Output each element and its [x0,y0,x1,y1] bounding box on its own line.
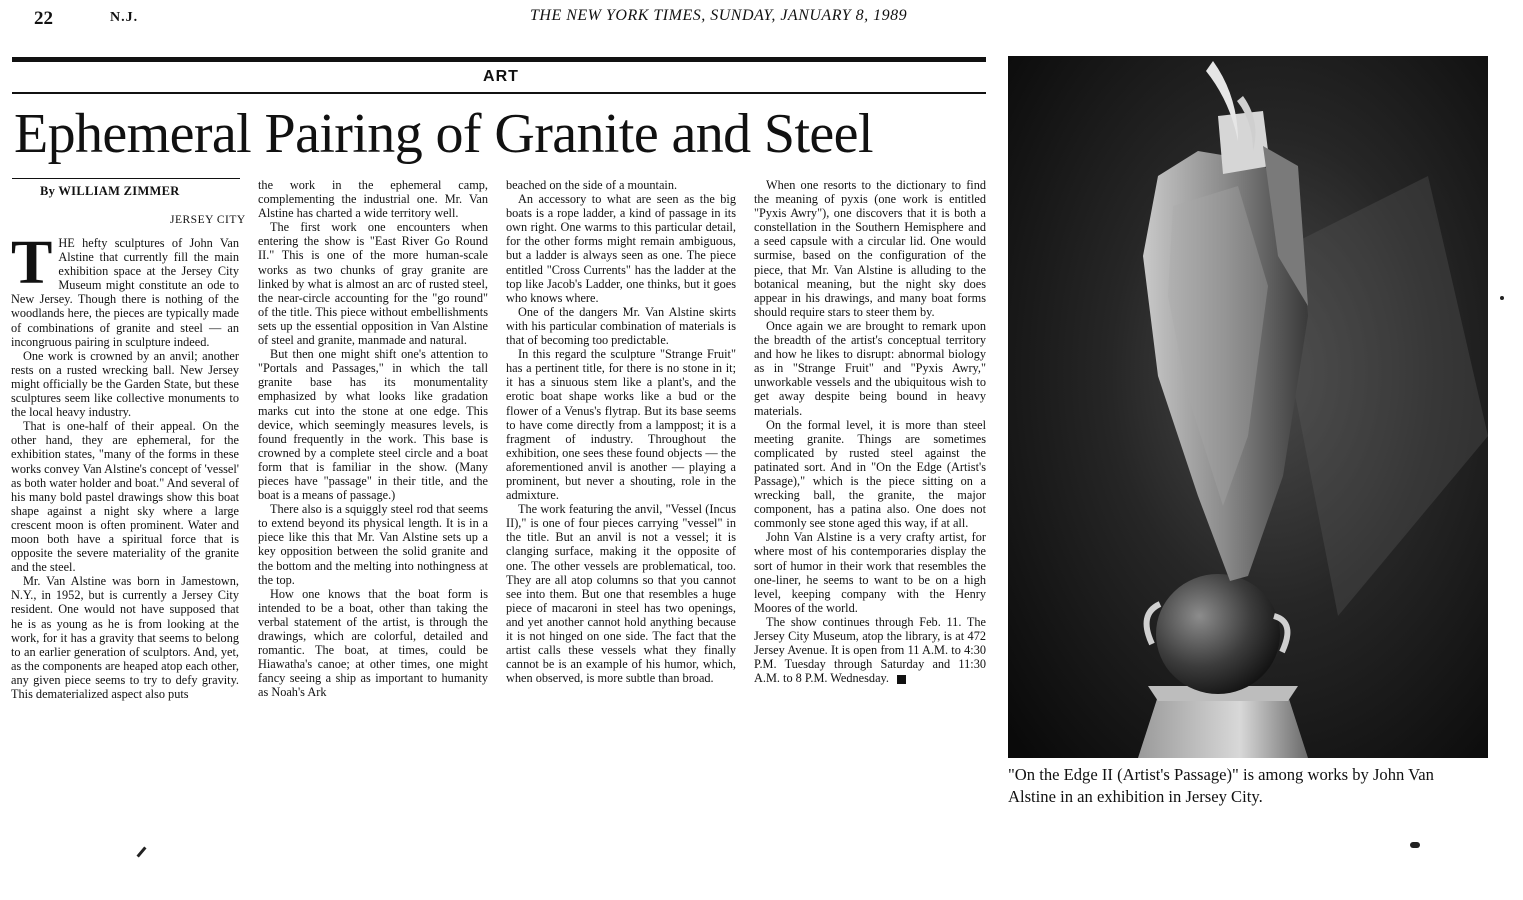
article-paragraph: beached on the side of a mountain. [506,178,678,192]
page-number: 22 [34,8,53,29]
scan-mark [1410,842,1420,848]
article-paragraph: How one knows that the boat form is intended to be a boat, other than taking the verbal statement of the artist, is through the drawings, which are colorful, detailed and romantic. The boat, at times, could be Hiawatha's canoe; at other times, one might fancy seeing a ship as important to humanity as Noah's Ark [258,586,488,700]
article-paragraph: The show continues through Feb. 11. The Jersey City Museum, atop the library, is at 472 Jersey Avenue. It is open from 11 A.M. to 4:30 P.M. Tuesday through Saturday and 11:30 A.M. to 8 P.M. Wednesday. [754,614,986,686]
section-rule-bottom [12,92,986,94]
article-paragraph: the work in the ephemeral camp, complementing the industrial one. Mr. Van Alstine has charted a wide territory well. [258,178,488,221]
article-column-4 [754,178,986,685]
section-rule-top [12,57,986,62]
scan-mark [1500,296,1504,300]
dateline: JERSEY CITY [170,214,246,226]
article-paragraph: Mr. Van Alstine was born in Jamestown, N.Y., in 1952, but is currently a Jersey City resident. One would not have supposed that he is as young as he is from looking at the work, for it has a gravity that seems to belong to an earlier generation of sculptors. And, yet, as the components are heaped atop each other, any given piece seems to try to defy gravity. This dematerialized aspect also puts [11,574,239,701]
masthead: THE NEW YORK TIMES, SUNDAY, JANUARY 8, 1989 [530,7,908,24]
steel-plate [1218,111,1270,174]
scan-mark [136,846,146,857]
article-column-3 [506,178,736,685]
article-column-1 [11,229,240,701]
article-paragraph: In this regard the sculpture "Strange Fruit" has a pertinent title, for there is no stone in it; it has a sinuous stem like a plant's, and the erotic boat shape works like a bud or the flower of a Venus's flytrap. But its base seems to have come directly from a lamppost; it is a fragment of industry. Throughout the exhibition, one sees these found objects — the aforementioned anvil is another — playing a prominent, but never a shouting, role in the admixture. [506,347,736,503]
article-paragraph: On the formal level, it is more than steel meeting granite. Things are sometimes complicated by rusted steel against the patinated sort. And in "On the Edge (Artist's Passage)," which is the piece sitting on a wrecking ball, the granite, the major component, has a patina also. One does not commonly see stone aged this way, if at all. [754,417,986,531]
article-column-2 [258,178,488,699]
end-of-article-mark [897,675,906,684]
article-paragraph: When one resorts to the dictionary to find the meaning of pyxis (one work is entitled "Pyxis Awry"), one discovers that it is both a constellation in the Southern Hemisphere and a seed capsule with a circular lid. One would surmise, based on the configuration of the piece, that Mr. Van Alstine is alluding to the botanical meaning, but the night sky does appear in his drawings, and many boat forms should require stars to steer them by. [754,178,986,319]
wrecking-ball [1156,574,1280,694]
article-paragraph: Once again we are brought to remark upon the breadth of the artist's conceptual territory and how he likes to disrupt: abnormal biology as in "Strange Fruit" and "Pyxis Awry," unworkable vessels and the ubiquitous wish to get away despite being bound in heavy materials. [754,318,986,418]
article-paragraph: John Van Alstine is a very crafty artist, for where most of his contemporaries display the sort of humor in their work that resembles the one-liner, he seems to want to be on a high level, keeping company with the Henry Moores of the world. [754,530,986,615]
headline: Ephemeral Pairing of Granite and Steel [14,103,873,165]
article-paragraph: The first work one encounters when entering the show is "East River Go Round II." This is one of the more human-scale works as two chunks of gray granite are linked by what is almost an arc of rusted steel, the near-circle accounting for the "go round" of the title. This piece without embellishments sets up the essential opposition in Van Alstine of steel and granite, manmade and natural. [258,220,488,348]
article-paragraph: One work is crowned by an anvil; another rests on a rusted wrecking ball. New Jersey might officially be the Garden State, but these sculptures seem like collective monuments to the local heavy industry. [11,348,239,420]
byline-rule [12,178,240,179]
article-paragraph: An accessory to what are seen as the big boats is a rope ladder, a kind of passage in its own right. One warms to this particular detail, for the other forms might remain ambiguous, but a ladder is always seen as one. The piece entitled "Cross Currents" has the ladder at the top like Jacob's Ladder, one thinks, but it goes who knows where. [506,192,736,305]
article-paragraph: That is one-half of their appeal. On the other hand, they are ephemeral, for the exhibition states, "many of the forms in these works convey Van Alstine's concept of 'vessel' as both water holder and boat." And several of his many bold pastel drawings show this boat shape against a night sky where a large crescent moon is often prominent. Water and moon both have a spiritual force that is opposite the severe materiality of the granite and the steel. [11,419,240,575]
section-kicker: ART [483,68,519,85]
edition-label: N.J. [110,10,139,25]
article-paragraph: But then one might shift one's attention to "Portals and Passages," in which the tall granite base has its monumentality emphasized by what looks like gradation marks cut into the stone at one edge. This device, which seemingly measures levels, is found frequently in the work. This base is crowned by a complete steel circle and a boat form that is familiar in the show. (Many pieces have "passage" in their title, and the boat is a means of passage.) [258,347,488,503]
article-paragraph: THE hefty sculptures of John Van Alstine that currently fill the main exhibition space at the Jersey City Museum might constitute an ode to New Jersey. Though there is nothing of the woodlands here, the pieces are typically made of combinations of granite and steel — an incongruous pairing in sculpture indeed. [11,229,239,349]
drop-cap: T [11,229,53,297]
byline: By WILLIAM ZIMMER [40,184,180,198]
article-paragraph: One of the dangers Mr. Van Alstine skirts with his particular combination of materials is that of becoming too predictable. [506,304,736,348]
article-paragraph: The work featuring the anvil, "Vessel (Incus II)," is one of four pieces carrying "vessel" in the title. But an anvil is not a vessel; it is clanging surface, making it the opposite of one. The other vessels are problematical, too. They are all atop columns so that you cannot see into them. But one that resembles a huge piece of macaroni in steel has two openings, and yet another cannot hold anything because it is not hinged on one side. The fact that the artist calls these vessels what they finally cannot be is an example of his humor, which, when observed, is more subtle than broad. [506,502,736,686]
photo-caption: "On the Edge II (Artist's Passage)" is among works by John Van Alstine in an exhibition in Jersey City. [1008,765,1434,806]
sculpture-photo [1008,56,1488,758]
pedestal [1138,696,1308,758]
article-paragraph: There also is a squiggly steel rod that seems to extend beyond its physical length. It is in a piece like this that Mr. Van Alstine sets up a key opposition between the solid granite and the bottom and the melting into nothingness at the top. [258,502,488,587]
